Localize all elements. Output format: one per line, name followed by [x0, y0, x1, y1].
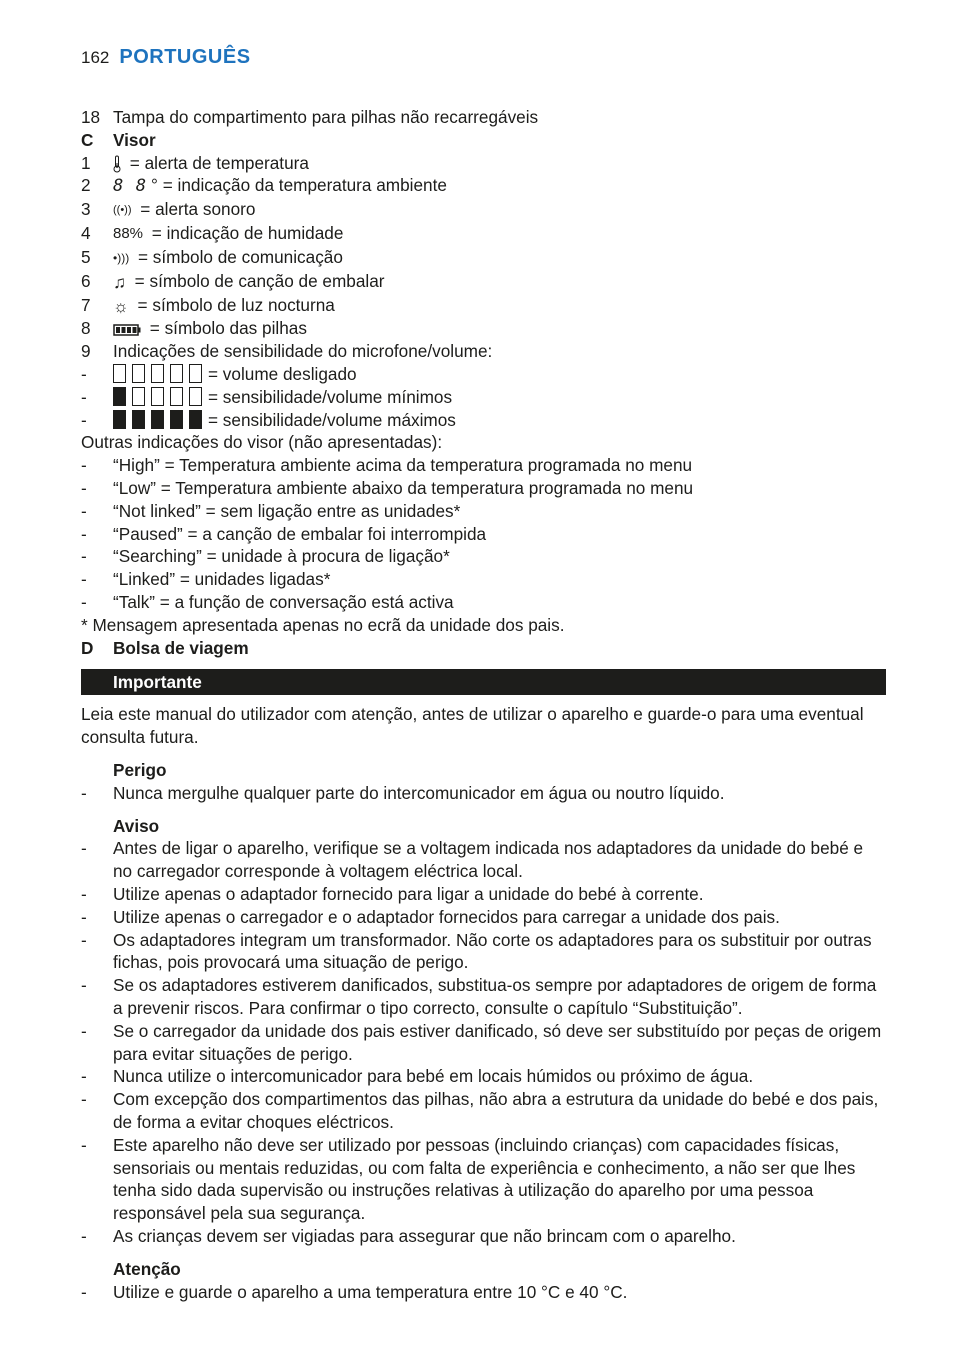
item-text: “Low” = Temperatura ambiente abaixo da temperatura programada no menu [113, 478, 694, 499]
dash: - [81, 1066, 87, 1087]
item-text: Este aparelho não deve ser utilizado por pessoas (incluindo crianças) com capacidades físicas, sensoriais ou mentais reduzidas, ou com falta de experiência e conhecimento, a não ser que lhes tenha sido dada supervisão ou instruções relativas à utilização do aparelho por uma pessoa responsável pela sua segurança. [113, 1134, 856, 1224]
list-item [81, 106, 886, 129]
humidity-icon: 88% [113, 225, 144, 243]
item-number: 8 [81, 318, 91, 339]
dash: - [81, 500, 87, 521]
segment-display-icon: 8 8 [113, 176, 148, 197]
list-item [81, 1225, 886, 1248]
item-text: = alerta sonoro [135, 199, 256, 220]
volume-bar [189, 364, 202, 383]
list-item [81, 929, 886, 975]
dash: - [81, 782, 87, 803]
item-text: Indicações de sensibilidade do microfone/volume: [113, 341, 493, 362]
item-number: 3 [81, 199, 91, 220]
visor-item-1 [81, 152, 886, 175]
section-c-heading [81, 129, 886, 152]
paragraph: Outras indicações do visor (não apresentadas): [81, 432, 443, 453]
dash: - [81, 1020, 87, 1041]
volume-bar [151, 387, 164, 406]
visor-item-7 [81, 294, 886, 318]
item-text: = alerta de temperatura [125, 152, 309, 173]
perigo-heading: Perigo [113, 760, 167, 780]
dash: - [81, 386, 87, 407]
footnote-text: * Mensagem apresentada apenas no ecrã da unidade dos pais. [81, 614, 565, 635]
item-text: Os adaptadores integram um transformador. Não corte os adaptadores para os substituir por outras fichas, pois provocará uma situação de perigo. [113, 929, 872, 973]
item-number: 4 [81, 223, 91, 244]
item-text: Utilize e guarde o aparelho a uma temperatura entre 10 °C e 40 °C. [113, 1281, 628, 1302]
visor-item-9 [81, 340, 886, 363]
section-letter: C [81, 129, 94, 150]
item-text: “High” = Temperatura ambiente acima da temperatura programada no menu [113, 455, 693, 476]
volume-level-indicator [113, 410, 202, 429]
volume-bar [113, 364, 126, 383]
volume-bar [132, 410, 145, 429]
intro-paragraph: Leia este manual do utilizador com atenção, antes de utilizar o aparelho e guarde-o para uma eventual consulta futura. [81, 704, 864, 748]
volume-bar [189, 410, 202, 429]
volume-bar [132, 364, 145, 383]
list-item [81, 477, 886, 500]
volume-bar [170, 364, 183, 383]
list-item [81, 1088, 886, 1134]
item-text: = símbolo de comunicação [133, 246, 343, 267]
section-letter: D [81, 637, 94, 658]
visor-item-2 [81, 174, 886, 198]
list-item [81, 1134, 886, 1225]
important-section-header: Importante [81, 669, 886, 695]
item-number: 18 [81, 107, 101, 127]
dash: - [81, 1281, 87, 1302]
dash: - [81, 906, 87, 927]
item-text: “Searching” = unidade à procura de ligação* [113, 546, 450, 567]
dash: - [81, 364, 87, 385]
item-text: Nunca mergulhe qualquer parte do intercomunicador em água ou noutro líquido. [113, 782, 725, 803]
footnote [81, 614, 886, 637]
other-indications-intro [81, 431, 886, 454]
dash: - [81, 929, 87, 950]
dash: - [81, 1134, 87, 1155]
item-text: Utilize apenas o adaptador fornecido para ligar a unidade do bebé à corrente. [113, 883, 704, 904]
visor-item-4 [81, 222, 886, 246]
item-text: ° = indicação da temperatura ambiente [151, 175, 447, 196]
volume-bar [113, 387, 126, 406]
sun-icon: ☼ [113, 295, 129, 316]
item-number: 7 [81, 294, 91, 315]
item-text: = sensibilidade/volume máximos [208, 409, 456, 430]
visor-item-3 [81, 198, 886, 222]
item-number: 6 [81, 270, 91, 291]
list-item [81, 906, 886, 929]
item-text: Utilize apenas o carregador e o adaptador fornecidos para carregar a unidade dos pais. [113, 906, 780, 927]
battery-icon [113, 324, 141, 336]
volume-bar [151, 410, 164, 429]
list-item [81, 545, 886, 568]
dash: - [81, 546, 87, 567]
item-text: “Linked” = unidades ligadas* [113, 569, 331, 590]
page-number: 162 [81, 48, 110, 67]
item-number: 5 [81, 246, 91, 267]
volume-level-indicator [113, 387, 202, 406]
list-item [81, 591, 886, 614]
item-text: Antes de ligar o aparelho, verifique se a voltagem indicada nos adaptadores da unidade do bebé e no carregador corresponde à voltagem eléctrica local. [113, 838, 864, 882]
volume-bar [132, 387, 145, 406]
visor-item-8 [81, 317, 886, 340]
list-item [81, 568, 886, 591]
item-text: As crianças devem ser vigiadas para assegurar que não brincam com o aparelho. [113, 1225, 736, 1246]
section-d-heading [81, 637, 886, 660]
item-number: 9 [81, 341, 91, 362]
dash: - [81, 409, 87, 430]
dash: - [81, 455, 87, 476]
thermometer-icon [113, 155, 121, 173]
item-text: Com excepção dos compartimentos das pilhas, não abra a estrutura da unidade do bebé e dos pais, de forma a evitar choques eléctricos. [113, 1089, 879, 1132]
item-text: “Not linked” = sem ligação entre as unidades* [113, 500, 461, 521]
section-title: Visor [113, 129, 156, 150]
list-item [81, 782, 886, 805]
page-header [81, 46, 251, 69]
sound-alert-icon: ((•)) [113, 204, 132, 217]
item-number: 2 [81, 175, 91, 196]
manual-content [81, 106, 886, 1303]
list-item [81, 883, 886, 906]
volume-bar [170, 410, 183, 429]
item-text: = sensibilidade/volume mínimos [208, 386, 453, 407]
item-number: 1 [81, 152, 91, 173]
item-text: = indicação de humidade [147, 223, 344, 244]
volume-bar [189, 387, 202, 406]
dash: - [81, 838, 87, 859]
list-item [81, 837, 886, 883]
item-text: Nunca utilize o intercomunicador para bebé em locais húmidos ou próximo de água. [113, 1066, 754, 1087]
dash: - [81, 523, 87, 544]
list-item [81, 974, 886, 1020]
item-text: = símbolo de luz nocturna [132, 294, 335, 315]
item-text: = símbolo de canção de embalar [129, 270, 385, 291]
item-text: “Paused” = a canção de embalar foi interrompida [113, 523, 487, 544]
signal-icon: •))) [113, 250, 130, 265]
aviso-heading: Aviso [113, 815, 160, 836]
atencao-heading: Atenção [113, 1258, 181, 1279]
list-item [81, 454, 886, 477]
language-title: PORTUGUÊS [119, 46, 251, 68]
dash: - [81, 975, 87, 996]
volume-level-indicator [113, 364, 202, 383]
list-item [81, 1281, 886, 1304]
item-text: Se os adaptadores estiverem danificados, substitua-os sempre por adaptadores de origem de forma a prevenir riscos. Para confirmar o tipo correcto, consulte o capítulo “Substituição”. [113, 975, 877, 1018]
volume-row-min [81, 386, 886, 409]
section-title: Bolsa de viagem [113, 637, 249, 658]
list-item [81, 1020, 886, 1066]
dash: - [81, 1225, 87, 1246]
music-note-icon: ♫ [113, 271, 126, 292]
dash: - [81, 592, 87, 613]
volume-row-max [81, 409, 886, 432]
dash: - [81, 569, 87, 590]
volume-bar [151, 364, 164, 383]
item-text: Tampa do compartimento para pilhas não recarregáveis [113, 107, 539, 127]
list-item [81, 1065, 886, 1088]
item-text: “Talk” = a função de conversação está activa [113, 592, 454, 613]
volume-row-off [81, 363, 886, 386]
item-text: = volume desligado [208, 364, 357, 385]
visor-item-6 [81, 270, 886, 294]
volume-bar [170, 387, 183, 406]
list-item [81, 523, 886, 546]
visor-item-5 [81, 246, 886, 270]
volume-bar [113, 410, 126, 429]
dash: - [81, 1089, 87, 1110]
item-text: = símbolo das pilhas [145, 318, 307, 339]
dash: - [81, 883, 87, 904]
dash: - [81, 478, 87, 499]
item-text: Se o carregador da unidade dos pais estiver danificado, só deve ser substituído por peças de origem para evitar situações de perigo. [113, 1020, 882, 1064]
list-item [81, 500, 886, 523]
